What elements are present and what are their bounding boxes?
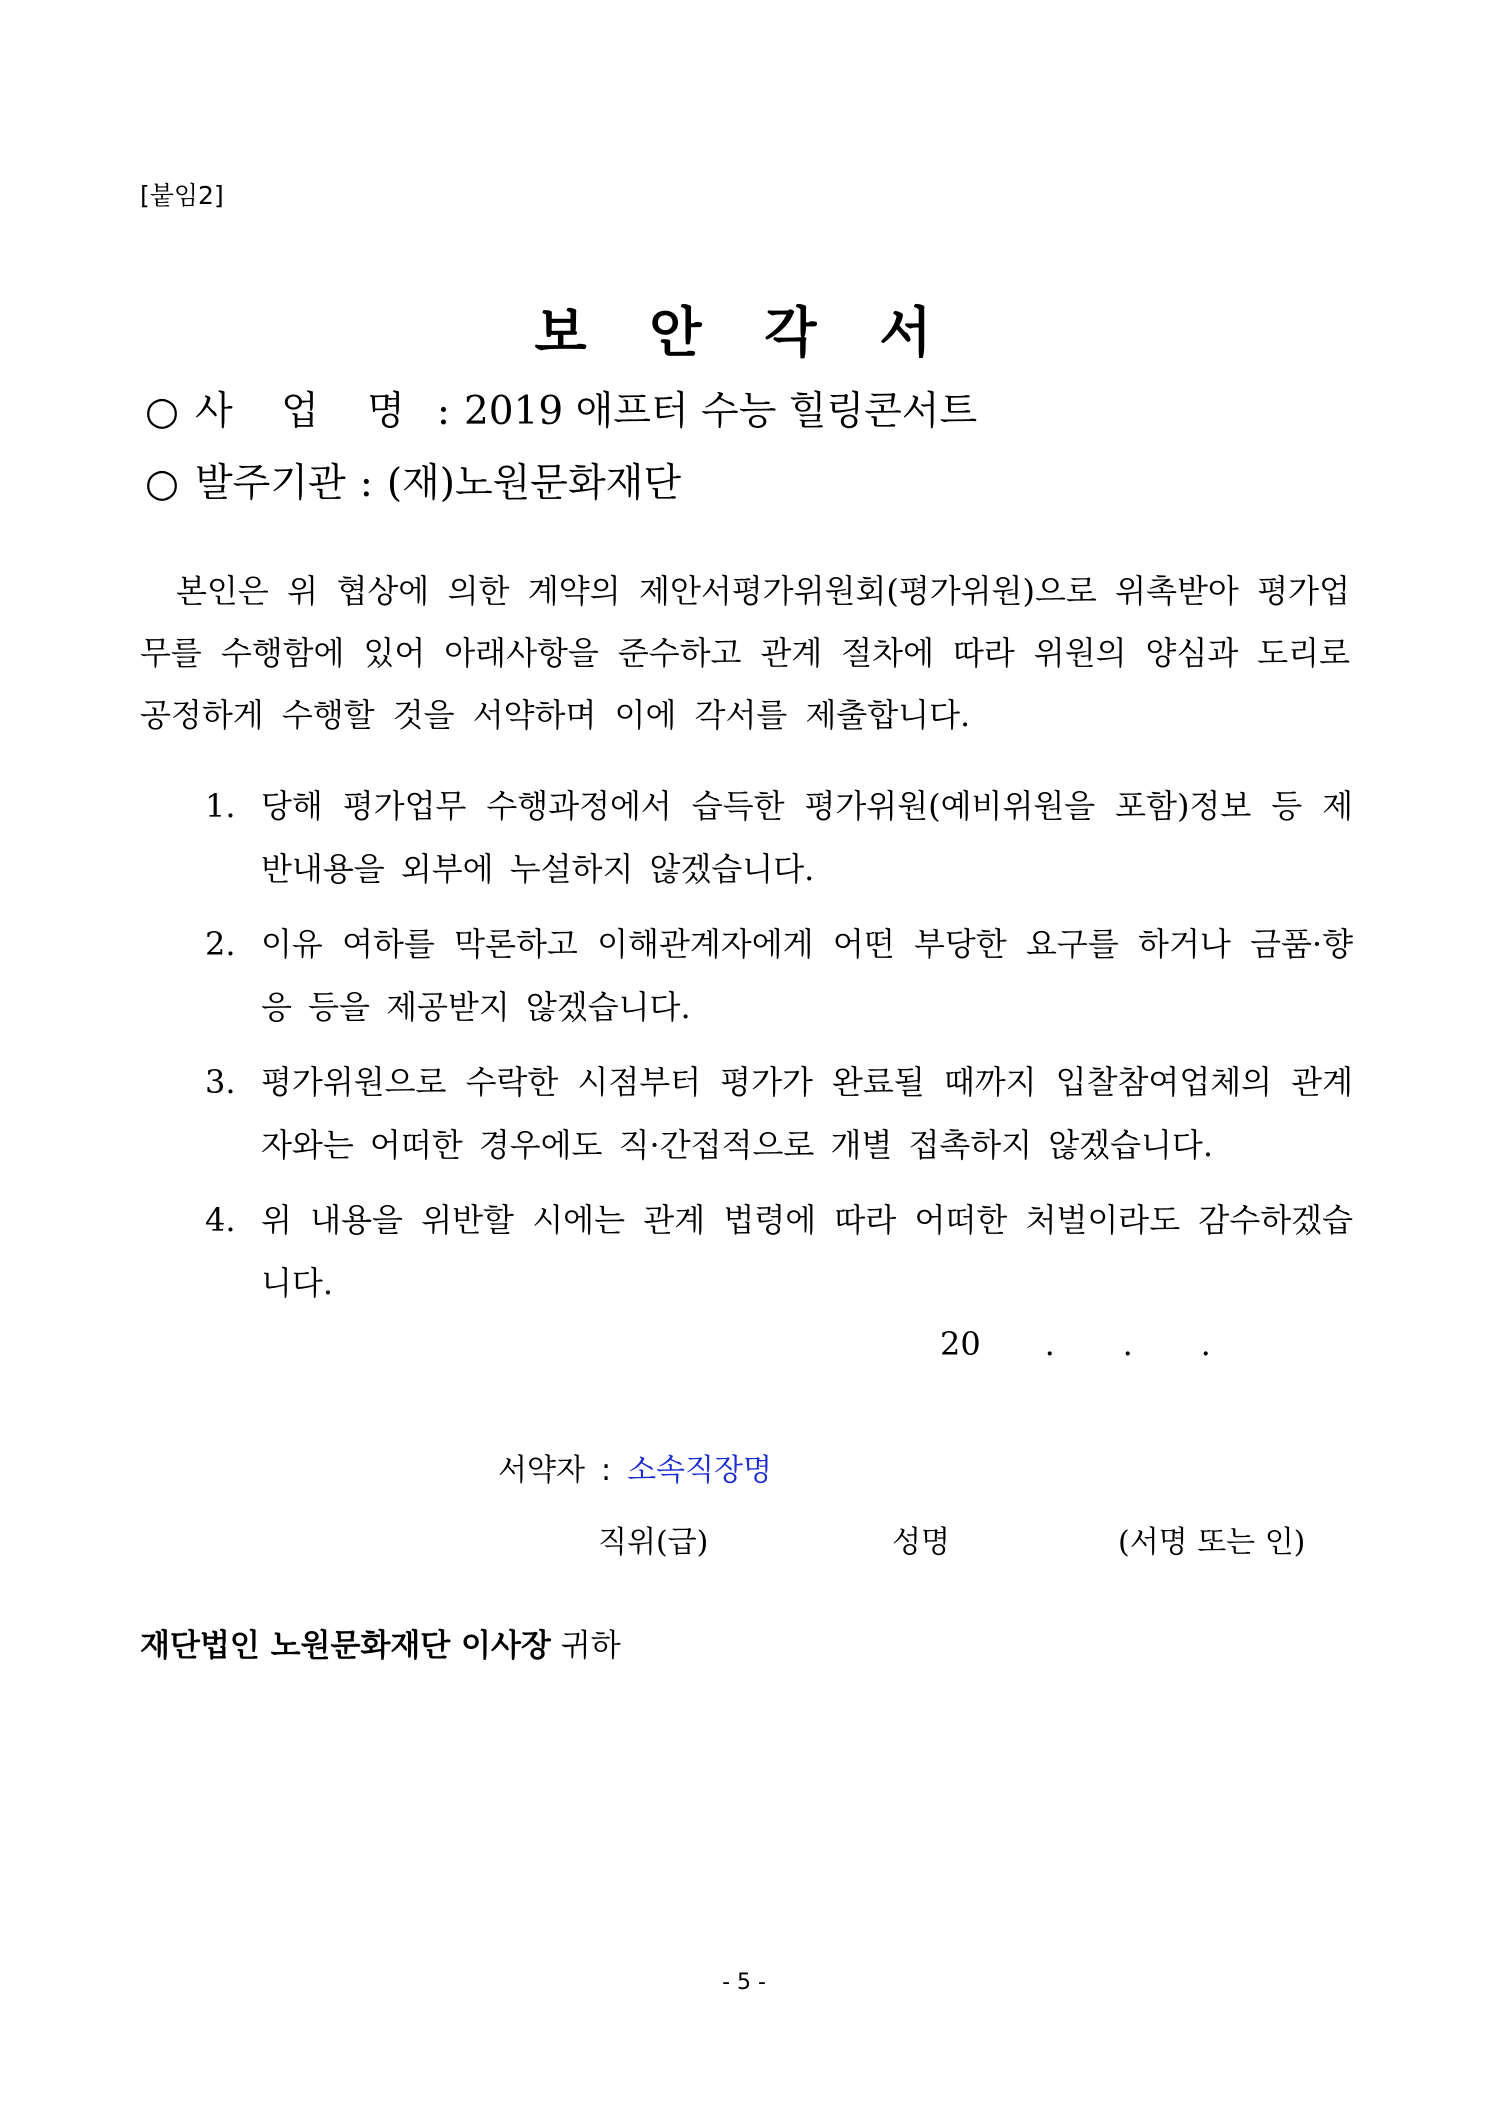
client-label: 발주기관 (195, 461, 346, 506)
project-label: 사 업 명 (195, 389, 423, 434)
date-dot: . (1122, 1325, 1133, 1363)
pledge-number: 3. (205, 1063, 236, 1101)
pledge-text: 위 내용을 위반할 시에는 관계 법령에 따라 어떠한 처벌이라도 감수하겠습니다. (261, 1201, 1353, 1302)
pledge-number: 1. (205, 787, 236, 825)
page-number: - 5 - (722, 1970, 766, 1995)
client-value: (재)노원문화재단 (386, 461, 681, 506)
intro-text: 본인은 위 협상에 의한 계약의 제안서평가위원회(평가위원)으로 위촉받아 평가업무를 수행함에 있어 아래사항을 준수하고 관계 절차에 따라 위원의 양심과 도리로 공정하게 수행할 것을 서약하며 이에 각서를 제출합니다. (140, 572, 1350, 734)
date-year-prefix: 20 (940, 1325, 981, 1363)
pledge-item-1 (205, 775, 1353, 901)
client-line (145, 452, 681, 508)
document-title: 보 안 각 서 (534, 301, 954, 364)
date-dot: . (1044, 1325, 1055, 1363)
date-line (940, 1325, 1245, 1363)
recipient-line (140, 1620, 621, 1665)
pledge-number: 2. (205, 925, 236, 963)
signer-name: 성명 (892, 1525, 950, 1560)
signer-colon: : (600, 1453, 612, 1488)
signer-line (498, 1445, 772, 1489)
pledge-text: 평가위원으로 수락한 시점부터 평가가 완료될 때까지 입찰참여업체의 관계자와는 어떠한 경우에도 직·간접적으로 개별 접촉하지 않겠습니다. (261, 1063, 1353, 1164)
project-value: 2019 애프터 수능 힐링콘서트 (463, 389, 978, 434)
signature-field: (서명 또는 인) (1118, 1525, 1306, 1560)
pledge-text: 이유 여하를 막론하고 이해관계자에게 어떤 부당한 요구를 하거나 금품·향응 등을 제공받지 않겠습니다. (261, 925, 1353, 1026)
intro-paragraph (140, 560, 1350, 746)
pledge-item-4 (205, 1189, 1353, 1315)
project-separator: : (436, 389, 450, 434)
project-name-line (145, 380, 977, 436)
signer-organization: 소속직장명 (627, 1453, 772, 1488)
pledge-item-2 (205, 913, 1353, 1039)
recipient-honorific: 귀하 (560, 1628, 621, 1664)
circle-bullet-icon: ○ (145, 389, 180, 434)
signer-label: 서약자 (498, 1453, 585, 1488)
client-separator: : (359, 461, 373, 506)
circle-bullet-icon: ○ (145, 461, 180, 506)
recipient-name: 재단법인 노원문화재단 이사장 (140, 1628, 551, 1664)
pledge-item-3 (205, 1051, 1353, 1177)
date-dot: . (1200, 1325, 1211, 1363)
signer-position: 직위(급) (598, 1525, 709, 1560)
pledge-text: 당해 평가업무 수행과정에서 습득한 평가위원(예비위원을 포함)정보 등 제반내용을 외부에 누설하지 않겠습니다. (261, 787, 1353, 888)
attachment-label: [붙임2] (140, 181, 224, 210)
pledge-number: 4. (205, 1201, 236, 1239)
